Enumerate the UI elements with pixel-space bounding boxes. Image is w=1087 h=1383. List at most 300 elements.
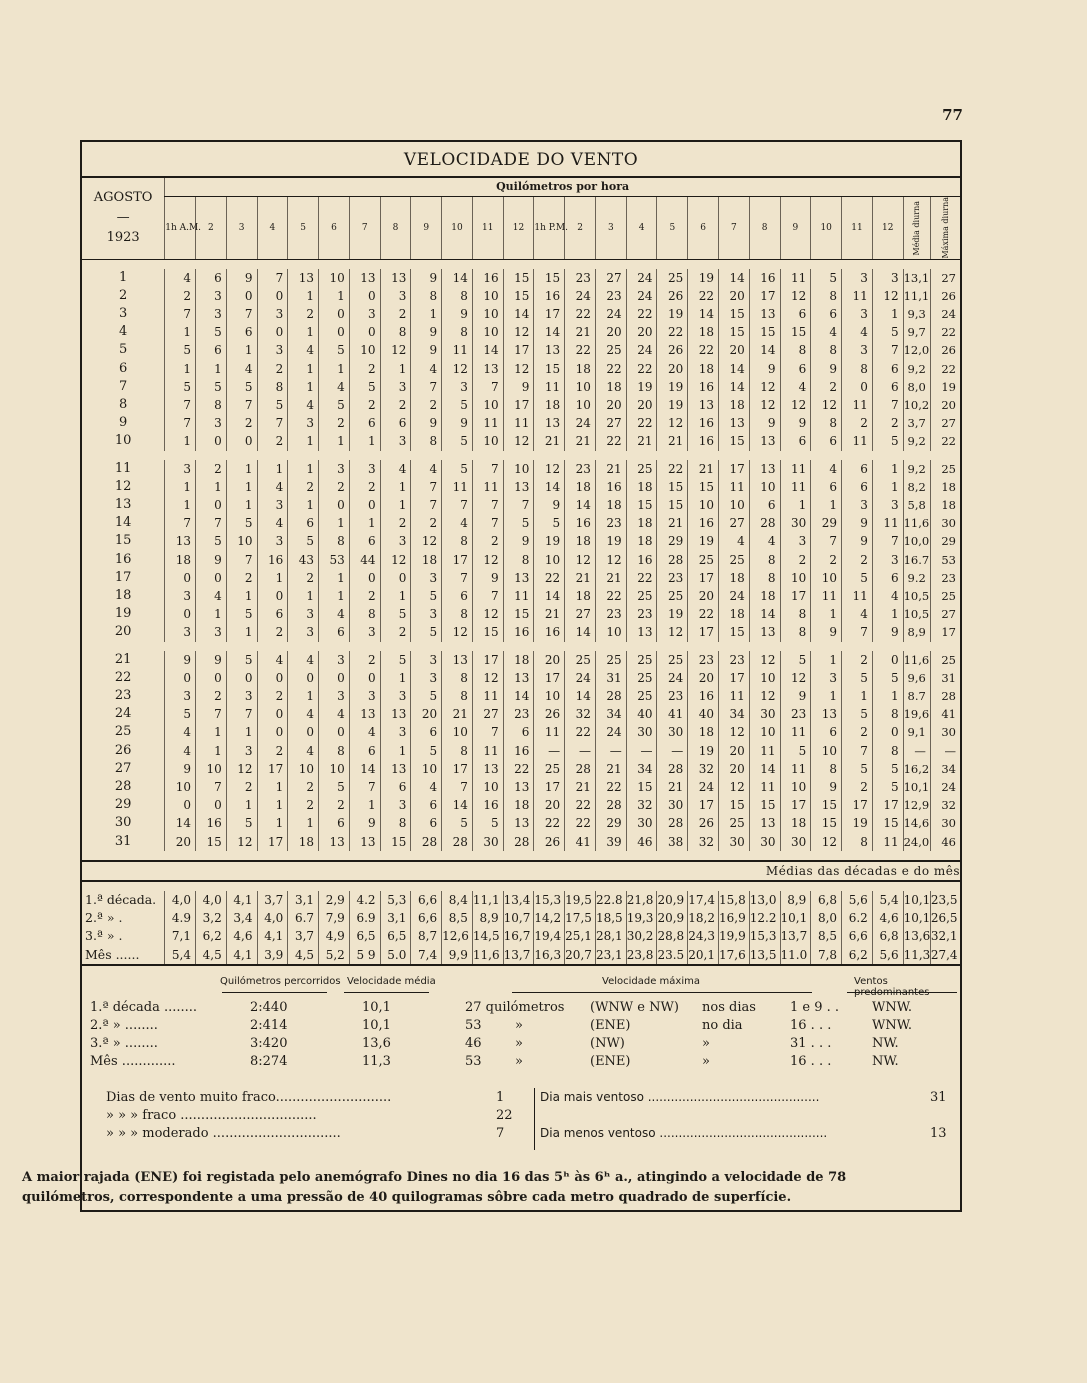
hourly-value: 9	[442, 414, 473, 432]
hourly-value: 9	[442, 305, 473, 323]
hourly-value: 8	[442, 687, 473, 705]
vmax-direction: (NW)	[590, 1035, 625, 1051]
hourly-value: 21	[534, 605, 565, 623]
hourly-value: 22	[565, 341, 596, 359]
hourly-value: 12	[472, 551, 503, 569]
hourly-value: 28	[595, 687, 626, 705]
day-row	[82, 341, 960, 359]
day-row	[82, 651, 960, 669]
hourly-value: 1	[288, 432, 319, 450]
hourly-value: 9	[472, 569, 503, 587]
hourly-value: 8	[842, 360, 873, 378]
hourly-value: 18	[565, 478, 596, 496]
hourly-value: 22	[626, 360, 657, 378]
hourly-value: 17	[534, 305, 565, 323]
hourly-value: 1	[165, 323, 196, 341]
hourly-value: 44	[349, 551, 380, 569]
hourly-value: 7	[349, 778, 380, 796]
day-row	[82, 414, 960, 432]
day-number: 17	[114, 569, 132, 585]
hourly-value: 15	[503, 287, 534, 305]
hourly-value: 10	[749, 478, 780, 496]
hourly-value: 1	[872, 687, 903, 705]
hourly-value: 1	[288, 687, 319, 705]
hourly-value: 15	[688, 478, 719, 496]
hourly-value: 5	[842, 669, 873, 687]
hourly-value: 12	[872, 287, 903, 305]
hourly-value: 24	[626, 341, 657, 359]
hourly-value: 17	[257, 833, 288, 851]
hourly-value: 13	[380, 269, 411, 287]
hourly-value: 2	[319, 796, 350, 814]
hourly-value: 22	[657, 460, 688, 478]
hourly-value: 28	[565, 760, 596, 778]
medias-value: 19,4	[534, 927, 565, 945]
hourly-value: 1	[288, 378, 319, 396]
hourly-value: 4	[749, 532, 780, 550]
hourly-value: 1	[319, 587, 350, 605]
hourly-value: 3	[288, 605, 319, 623]
media-diurna-value: 10,5	[903, 605, 930, 623]
hourly-value: 1	[842, 687, 873, 705]
hourly-value: 30	[719, 833, 750, 851]
day-row	[82, 569, 960, 587]
hourly-value: 3	[411, 569, 442, 587]
hourly-value: 4	[257, 514, 288, 532]
hourly-value: 1	[380, 669, 411, 687]
hourly-value: 8	[442, 532, 473, 550]
medias-maxima-value: 23,5	[930, 891, 960, 909]
hourly-value: 20	[719, 760, 750, 778]
days-label: »	[702, 1053, 710, 1069]
hourly-value: 18	[503, 651, 534, 669]
hourly-value: 5	[411, 687, 442, 705]
medias-value: 4,0	[165, 891, 196, 909]
hourly-value: 5	[472, 814, 503, 832]
hourly-value: 20	[626, 323, 657, 341]
hourly-value: 18	[719, 605, 750, 623]
hourly-value: 8	[780, 605, 811, 623]
hourly-value: 17	[749, 287, 780, 305]
hourly-value: 11	[780, 269, 811, 287]
hourly-value: 19	[626, 378, 657, 396]
hourly-value: 19	[534, 532, 565, 550]
hourly-value: 19	[657, 305, 688, 323]
hourly-value: 5	[503, 514, 534, 532]
hourly-value: 18	[780, 814, 811, 832]
hourly-value: 2	[349, 360, 380, 378]
wind-days-box: Dias de vento muito fraco............................ 1 » » » fraco ................................. 22 » » » moderado ............................... 7 Dia mais ventoso ............................................. 31 Dia menos ventoso ............................................ 13	[82, 1088, 960, 1158]
medias-value: 6,8	[872, 927, 903, 945]
hourly-value: 30	[626, 814, 657, 832]
hourly-value: 11	[749, 778, 780, 796]
hourly-value: 29	[595, 814, 626, 832]
hourly-value: 0	[380, 569, 411, 587]
hourly-value: 53	[319, 551, 350, 569]
hourly-value: 23	[595, 514, 626, 532]
hourly-value: 9	[503, 378, 534, 396]
medias-value: 17,6	[719, 946, 750, 964]
hourly-value: 29	[811, 514, 842, 532]
medias-value: 25,1	[565, 927, 596, 945]
hourly-value: 0	[195, 432, 226, 450]
hourly-value: 6	[195, 269, 226, 287]
hourly-value: 25	[626, 687, 657, 705]
hourly-value: 5	[411, 587, 442, 605]
hourly-value: 7	[165, 305, 196, 323]
hourly-value: 18	[626, 532, 657, 550]
medias-maxima-value: 27,4	[930, 946, 960, 964]
summary-label: 3.ª » ........	[90, 1035, 158, 1051]
hourly-value: 5	[780, 651, 811, 669]
hourly-value: 7	[442, 569, 473, 587]
hourly-value: 1	[226, 341, 257, 359]
hourly-value: 16	[195, 814, 226, 832]
hourly-value: 25	[688, 551, 719, 569]
hourly-value: 7	[226, 705, 257, 723]
month-label: AGOSTO	[93, 190, 153, 206]
hourly-value: 41	[565, 833, 596, 851]
hourly-value: 6	[411, 814, 442, 832]
hourly-value: 22	[688, 287, 719, 305]
medias-value: 5,6	[842, 891, 873, 909]
hour-header-4: 4	[257, 197, 288, 260]
hourly-value: 25	[626, 460, 657, 478]
summary-label: Mês .............	[90, 1053, 176, 1069]
hourly-value: 5	[165, 705, 196, 723]
hourly-value: 0	[872, 723, 903, 741]
hourly-value: 9	[226, 269, 257, 287]
hourly-value: 27	[565, 605, 596, 623]
hourly-value: 16	[534, 623, 565, 641]
medias-value: 6.9	[349, 909, 380, 927]
day-number: 27	[114, 760, 132, 776]
hourly-value: 3	[349, 623, 380, 641]
hourly-value: 13	[503, 478, 534, 496]
hour-header-22: 10	[811, 197, 842, 260]
hourly-value: 2	[842, 551, 873, 569]
hourly-value: 10	[472, 323, 503, 341]
hourly-value: 5	[165, 378, 196, 396]
hourly-value: 15	[657, 478, 688, 496]
hourly-value: 15	[534, 269, 565, 287]
hourly-value: 3	[257, 496, 288, 514]
day-number: 30	[114, 815, 132, 831]
hourly-value: 22	[595, 587, 626, 605]
maxima-diurna-value: 28	[930, 687, 960, 705]
hourly-value: 1	[349, 514, 380, 532]
hourly-value: 9	[411, 414, 442, 432]
day-row	[82, 778, 960, 796]
hourly-value: 12	[719, 778, 750, 796]
hourly-value: 24	[626, 287, 657, 305]
hourly-value: 13	[472, 360, 503, 378]
medias-value: 10,7	[503, 909, 534, 927]
hourly-value: 7	[503, 496, 534, 514]
hourly-value: 5	[195, 378, 226, 396]
hourly-value: 7	[165, 514, 196, 532]
hourly-value: 2	[380, 305, 411, 323]
hourly-value: 8	[349, 605, 380, 623]
hourly-value: 25	[565, 651, 596, 669]
medias-row-label: 3.ª » .	[85, 928, 123, 944]
hour-header-18: 6	[688, 197, 719, 260]
summary-label: 2.ª » ........	[90, 1017, 158, 1033]
hourly-value: 3	[319, 687, 350, 705]
hourly-value: 5	[442, 396, 473, 414]
hourly-value: 11	[872, 833, 903, 851]
hourly-value: 6	[411, 723, 442, 741]
hourly-value: 1	[380, 496, 411, 514]
hourly-value: 21	[534, 432, 565, 450]
day-row	[82, 287, 960, 305]
medias-value: 8,9	[780, 891, 811, 909]
hourly-value: 12	[749, 396, 780, 414]
day-number: 4	[118, 324, 128, 340]
medias-value: 6,6	[411, 891, 442, 909]
day-number: 3	[118, 305, 128, 321]
hourly-value: 3	[165, 587, 196, 605]
hourly-value: 19	[842, 814, 873, 832]
hourly-value: 3	[380, 687, 411, 705]
hourly-value: 17	[719, 460, 750, 478]
media-diurna-value: 8.7	[903, 687, 930, 705]
monthly-summary	[82, 964, 960, 1161]
hourly-value: —	[626, 742, 657, 760]
day-row	[82, 396, 960, 414]
hourly-value: 8	[503, 551, 534, 569]
hourly-value: 15	[719, 432, 750, 450]
hourly-value: 1	[349, 432, 380, 450]
maxima-diurna-value: 32	[930, 796, 960, 814]
maxima-diurna-value: 27	[930, 605, 960, 623]
hourly-value: 10	[411, 760, 442, 778]
hourly-value: 9	[503, 532, 534, 550]
hourly-value: 4	[411, 460, 442, 478]
hourly-value: 22	[534, 569, 565, 587]
hourly-value: 4	[257, 651, 288, 669]
day-number: 14	[114, 515, 132, 531]
hourly-value: 14	[534, 323, 565, 341]
hourly-value: 19	[688, 742, 719, 760]
hourly-value: 0	[165, 605, 196, 623]
day-number: 5	[118, 342, 128, 358]
hourly-value: 12	[749, 651, 780, 669]
hourly-value: 13	[319, 833, 350, 851]
hourly-value: 16	[688, 378, 719, 396]
hourly-value: 24	[595, 723, 626, 741]
medias-value: 8,7	[411, 927, 442, 945]
hourly-value: 1	[165, 432, 196, 450]
wind-days-value: 7	[496, 1125, 505, 1141]
hourly-value: 12	[811, 833, 842, 851]
hourly-value: 3	[226, 687, 257, 705]
hourly-value: 10	[472, 287, 503, 305]
medias-value: 16,9	[719, 909, 750, 927]
hourly-value: 13	[349, 705, 380, 723]
hourly-value: 2	[842, 723, 873, 741]
hourly-value: 40	[688, 705, 719, 723]
medias-value: 9,9	[442, 946, 473, 964]
hourly-value: 4	[288, 651, 319, 669]
days-value: 16 . . .	[790, 1017, 832, 1033]
hourly-value: 10	[780, 778, 811, 796]
hourly-value: 7	[226, 396, 257, 414]
hourly-value: 2	[780, 551, 811, 569]
maxima-diurna-value: 30	[930, 814, 960, 832]
hourly-value: 5	[872, 323, 903, 341]
hourly-value: 8	[380, 814, 411, 832]
maxima-diurna-value: 19	[930, 378, 960, 396]
hourly-value: 18	[503, 796, 534, 814]
day-number: 28	[114, 779, 132, 794]
hourly-value: 8	[442, 742, 473, 760]
hourly-value: 4	[319, 605, 350, 623]
hourly-value: 27	[595, 269, 626, 287]
hourly-value: 14	[442, 796, 473, 814]
hourly-value: 17	[780, 587, 811, 605]
medias-value: 13,7	[780, 927, 811, 945]
hourly-value: 8	[257, 378, 288, 396]
hourly-value: 7	[411, 378, 442, 396]
hourly-value: 20	[688, 669, 719, 687]
medias-value: 5 9	[349, 946, 380, 964]
hourly-value: 1	[872, 460, 903, 478]
hourly-value: 9	[842, 514, 873, 532]
hourly-value: 18	[719, 396, 750, 414]
media-diurna-value: 10,5	[903, 587, 930, 605]
hourly-value: 6	[780, 360, 811, 378]
medias-value: 5,2	[319, 946, 350, 964]
wind-days-label: » » » fraco .................................	[106, 1107, 317, 1123]
hourly-value: 4	[842, 323, 873, 341]
wind-days-label: Dias de vento muito fraco............................	[106, 1089, 392, 1105]
page-number: 77	[942, 106, 963, 124]
medias-maxima-value: 32,1	[930, 927, 960, 945]
days-value: 1 e 9 . .	[790, 999, 840, 1015]
medias-value: 19,5	[565, 891, 596, 909]
medias-maxima-value: 26,5	[930, 909, 960, 927]
maxima-diurna-value: 31	[930, 669, 960, 687]
hourly-value: 24	[565, 669, 596, 687]
hourly-value: 13	[503, 669, 534, 687]
day-number: 22	[114, 669, 132, 685]
hourly-value: 6	[780, 432, 811, 450]
medias-value: 8,0	[811, 909, 842, 927]
hourly-value: 7	[872, 341, 903, 359]
hourly-value: 17	[688, 796, 719, 814]
hourly-value: 1	[165, 478, 196, 496]
hourly-value: 7	[195, 514, 226, 532]
hourly-value: 0	[195, 496, 226, 514]
day-row	[82, 323, 960, 341]
day-row	[82, 760, 960, 778]
media-diurna-value: 11,1	[903, 287, 930, 305]
hourly-value: 4	[319, 378, 350, 396]
hourly-value: 6	[288, 514, 319, 532]
hourly-value: 21	[595, 760, 626, 778]
hourly-value: 22	[565, 796, 596, 814]
hourly-value: 9	[534, 496, 565, 514]
day-number: 24	[114, 706, 132, 722]
hourly-value: 3	[380, 532, 411, 550]
hourly-value: 12	[749, 378, 780, 396]
hourly-value: 7	[472, 723, 503, 741]
medias-value: 19,9	[719, 927, 750, 945]
medias-media-value: 11,3	[903, 946, 930, 964]
hourly-value: 6	[872, 360, 903, 378]
medias-value: 11,6	[472, 946, 503, 964]
hourly-value: 1	[165, 496, 196, 514]
hourly-value: 0	[288, 723, 319, 741]
vmax-direction: (ENE)	[590, 1053, 631, 1069]
hourly-value: 13	[503, 569, 534, 587]
hourly-value: 11	[842, 396, 873, 414]
media-diurna-value: 10,0	[903, 532, 930, 550]
hourly-value: 10	[811, 742, 842, 760]
hourly-value: 1	[319, 432, 350, 450]
hourly-value: 11	[842, 287, 873, 305]
hourly-value: 2	[380, 514, 411, 532]
hourly-value: 16	[534, 287, 565, 305]
hourly-value: 8	[319, 742, 350, 760]
hourly-value: 5	[872, 669, 903, 687]
medias-value: 3,1	[380, 909, 411, 927]
hourly-value: 7	[842, 742, 873, 760]
hourly-value: 5	[411, 623, 442, 641]
media-diurna-value: 9,3	[903, 305, 930, 323]
media-diurna-value: 13,1	[903, 269, 930, 287]
hourly-value: 3	[349, 460, 380, 478]
hourly-value: 0	[195, 569, 226, 587]
col-vmax-header: Velocidade máxima	[602, 975, 700, 987]
hourly-value: 1	[257, 460, 288, 478]
day-row	[82, 478, 960, 496]
day-number: 13	[114, 496, 132, 512]
hourly-value: 19	[688, 532, 719, 550]
hourly-value: 2	[257, 623, 288, 641]
medias-value: 20,1	[688, 946, 719, 964]
hourly-value: 22	[503, 760, 534, 778]
hourly-value: 0	[195, 796, 226, 814]
hourly-value: 1	[319, 569, 350, 587]
hourly-value: —	[534, 742, 565, 760]
hourly-value: 23	[688, 651, 719, 669]
hourly-value: 1	[226, 796, 257, 814]
hourly-value: 1	[288, 360, 319, 378]
hourly-value: 1	[349, 796, 380, 814]
hourly-value: 12	[380, 341, 411, 359]
hourly-value: 17	[442, 760, 473, 778]
maxima-diurna-value: 26	[930, 341, 960, 359]
hourly-value: 17	[688, 569, 719, 587]
day-number: 12	[114, 478, 132, 494]
medias-value: 17,5	[565, 909, 596, 927]
day-row	[82, 460, 960, 478]
hourly-value: 28	[657, 551, 688, 569]
hourly-value: 19	[657, 378, 688, 396]
hourly-value: 5	[226, 514, 257, 532]
hourly-value: 2	[288, 305, 319, 323]
hourly-value: 1	[411, 305, 442, 323]
medias-value: 6,6	[411, 909, 442, 927]
medias-media-value: 13,6	[903, 927, 930, 945]
hourly-value: 8	[442, 669, 473, 687]
medias-value: 21,8	[626, 891, 657, 909]
wind-days-value: 22	[496, 1107, 513, 1123]
hourly-value: 11	[780, 460, 811, 478]
month-year-header: AGOSTO — 1923	[82, 178, 165, 259]
